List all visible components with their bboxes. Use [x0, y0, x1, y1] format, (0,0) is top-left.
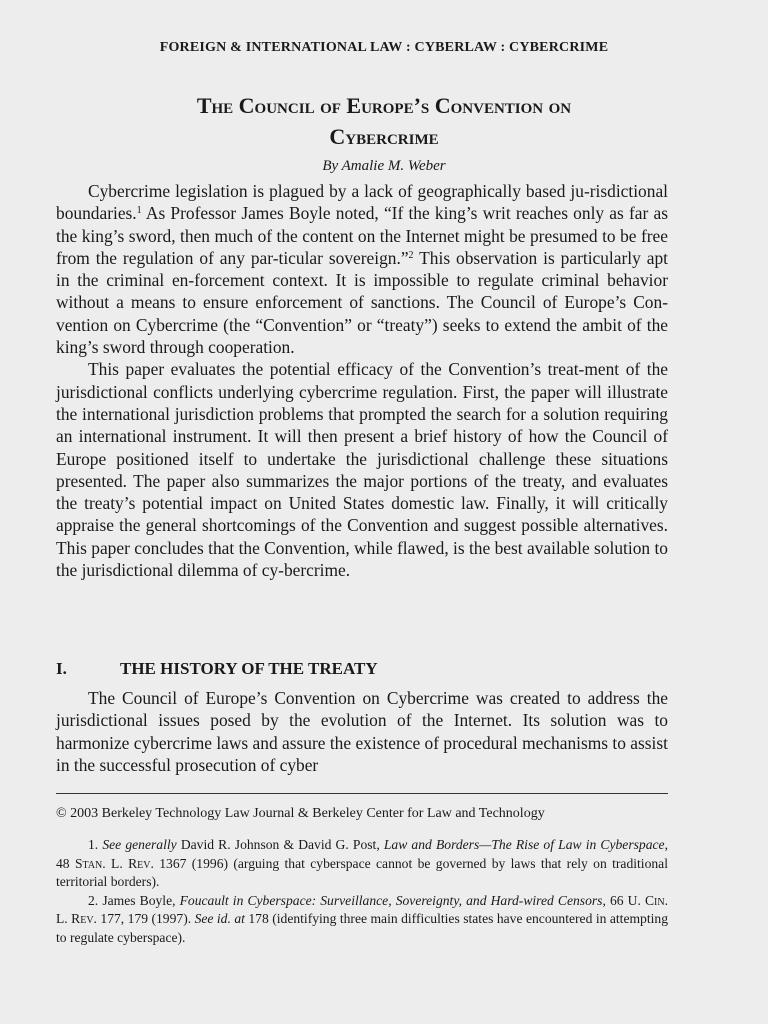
paragraph-1-part-b: As Professor James Boyle noted, “If the king’s writ reaches only as far as the king’s sword, then much of the content on the Internet might be presumed to be free from the regulation of any par-ticular sovereign.”	[56, 203, 668, 268]
article-body	[56, 180, 668, 581]
footnote-1-cite-a: , 48	[56, 837, 668, 871]
section-body	[56, 687, 668, 776]
footnote-1-article: Law and Borders—The Rise of Law in Cyberspace	[383, 837, 665, 852]
article-title	[70, 90, 698, 152]
footnote-divider	[56, 793, 668, 794]
footnotes	[56, 836, 668, 947]
footnote-2-cite-a: , 66	[602, 892, 628, 908]
section-title: THE HISTORY OF THE TREATY	[120, 659, 378, 678]
footnote-ref-2[interactable]: 2	[408, 249, 414, 261]
footnote-1-journal: Stan. L. Rev.	[74, 855, 154, 871]
footnote-2-cite-c: 178 (identifying three main difficulties states have encountered in attempting to regulate cyberspace).	[56, 911, 668, 945]
footnote-2-journal: U. Cin. L. Rev.	[56, 892, 668, 926]
footnote-1-authors: David R. Johnson & David G. Post,	[176, 837, 384, 852]
section-heading	[56, 659, 668, 679]
section-paragraph: The Council of Europe’s Convention on Cybercrime was created to address the jurisdictional issues posed by the evolution of the Internet. Its solution was to harmonize cybercrime laws and assure the existence of procedural mechanisms to assist in the successful prosecution of cyber	[56, 688, 668, 775]
footnote-2-article: Foucault in Cyberspace: Surveillance, Sovereignty, and Hard-wired Censors	[179, 892, 603, 908]
footnote-1	[56, 836, 668, 892]
paragraph-1-part-a: Cybercrime legislation is plagued by a lack of geographically based ju-risdictional boundaries.	[56, 181, 668, 224]
running-head: FOREIGN & INTERNATIONAL LAW : CYBERLAW : CYBERCRIME	[159, 40, 609, 55]
footnote-2-number: 2.	[88, 892, 99, 908]
paragraph-1	[56, 180, 668, 358]
footnote-1-signal: See generally	[102, 837, 177, 852]
footnote-2-signal: See id. at	[194, 911, 245, 926]
article-title-line-1: The Council of Europe’s Convention on	[196, 93, 572, 118]
footnote-2	[56, 892, 668, 948]
paragraph-1-part-c: This observation is particularly apt in the criminal en-forcement context. It is impossible to regulate criminal behavior without a means to ensure enforcement of sanctions. The Council of Europe’s Con-vention on Cybercrime (the “Convention” or “treaty”) seeks to extend the ambit of the king’s sword through cooperation.	[56, 247, 668, 358]
author-byline: By Amalie M. Weber	[322, 158, 446, 174]
footnote-ref-1[interactable]: 1	[136, 205, 142, 217]
footnote-1-number: 1.	[88, 837, 99, 852]
footnote-2-cite-b: 177, 179 (1997).	[96, 911, 195, 926]
footnote-1-cite-b: 1367 (1996) (arguing that cyberspace cannot be governed by laws that rely on traditional territorial borders).	[56, 855, 668, 889]
copyright-notice: © 2003 Berkeley Technology Law Journal & Berkeley Center for Law and Technology	[56, 806, 545, 821]
footnote-2-authors: James Boyle,	[102, 892, 180, 908]
section-number: I.	[56, 659, 67, 678]
paragraph-2: This paper evaluates the potential efficacy of the Convention’s treat-ment of the jurisdictional conflicts underlying cybercrime regulation. First, the paper will illustrate the international jurisdiction problems that prompted the search for a solution requiring an international instrument. It will then present a brief history of how the Council of Europe positioned itself to undertake the jurisdictional challenge these situations presented. The paper also summarizes the major portions of the treaty, and evaluates the treaty’s potential impact on United States domestic law. Finally, it will critically appraise the general shortcomings of the Convention and suggest possible alternatives. This paper concludes that the Convention, while flawed, is the best available solution to the jurisdictional dilemma of cy-bercrime.	[56, 359, 668, 581]
article-title-line-2: Cybercrime	[329, 124, 439, 149]
